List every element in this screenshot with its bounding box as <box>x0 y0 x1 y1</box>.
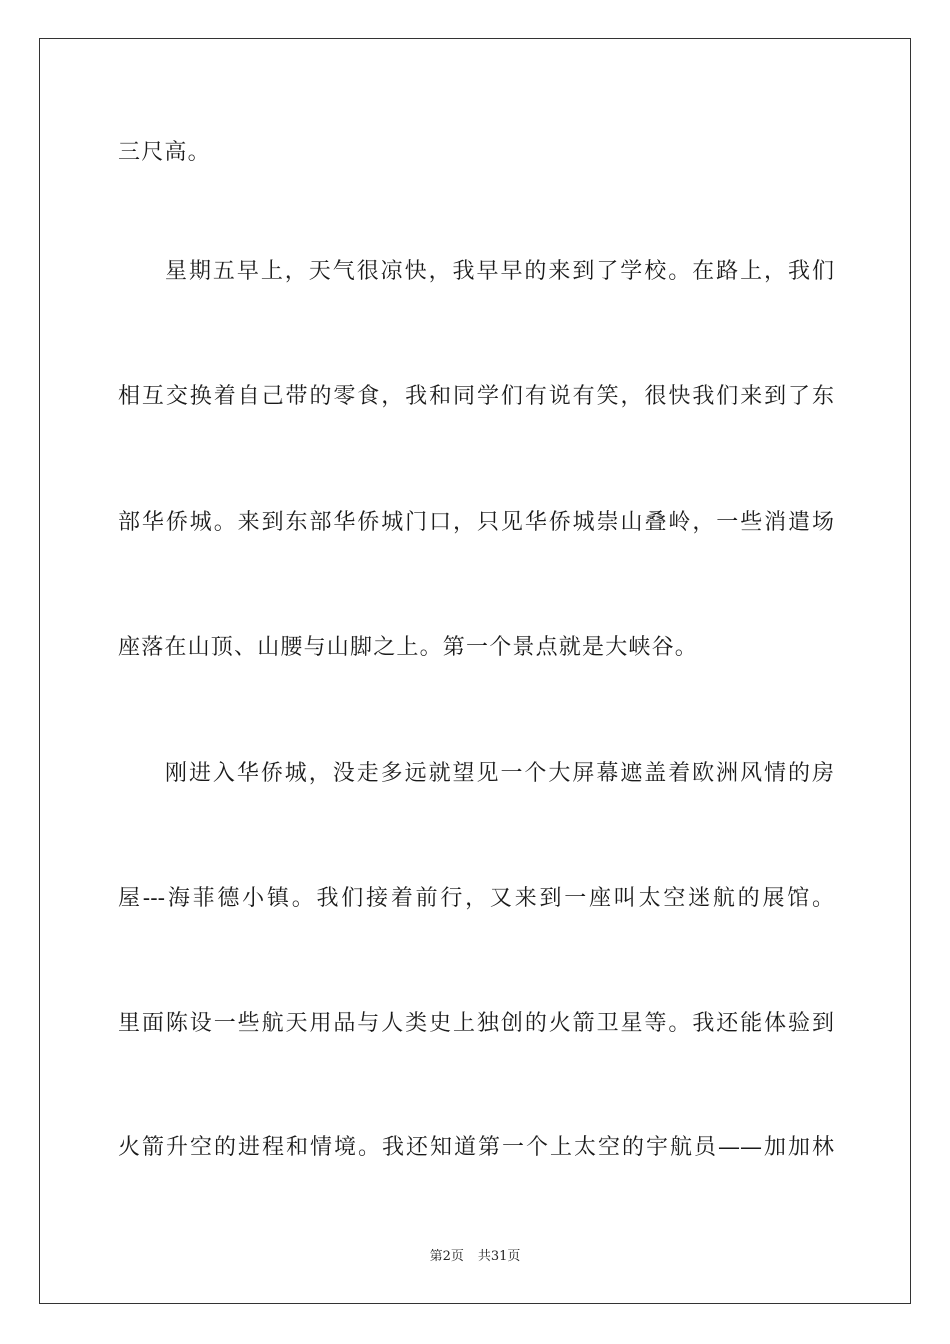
text-line-7: 屋---海菲德小镇。我们接着前行，又来到一座叫太空迷航的展馆。 <box>118 886 834 911</box>
page-border <box>39 38 911 1304</box>
text-line-9: 火箭升空的进程和情境。我还知道第一个上太空的宇航员——加加林 <box>118 1135 834 1160</box>
page-footer <box>0 1248 950 1266</box>
text-line-6: 刚进入华侨城，没走多远就望见一个大屏幕遮盖着欧洲风情的房 <box>165 761 834 786</box>
text-line-5: 座落在山顶、山腰与山脚之上。第一个景点就是大峡谷。 <box>118 635 699 660</box>
text-line-3: 相互交换着自己带的零食，我和同学们有说有笑，很快我们来到了东 <box>118 384 834 409</box>
page-number: 第2页 <box>429 1249 464 1264</box>
text-line-2: 星期五早上，天气很凉快，我早早的来到了学校。在路上，我们 <box>165 259 834 284</box>
text-line-1: 三尺高。 <box>118 140 211 165</box>
text-line-8: 里面陈设一些航天用品与人类史上独创的火箭卫星等。我还能体验到 <box>118 1011 834 1036</box>
total-pages: 共31页 <box>477 1249 521 1264</box>
text-line-4: 部华侨城。来到东部华侨城门口，只见华侨城崇山叠岭，一些消遣场 <box>118 510 834 535</box>
